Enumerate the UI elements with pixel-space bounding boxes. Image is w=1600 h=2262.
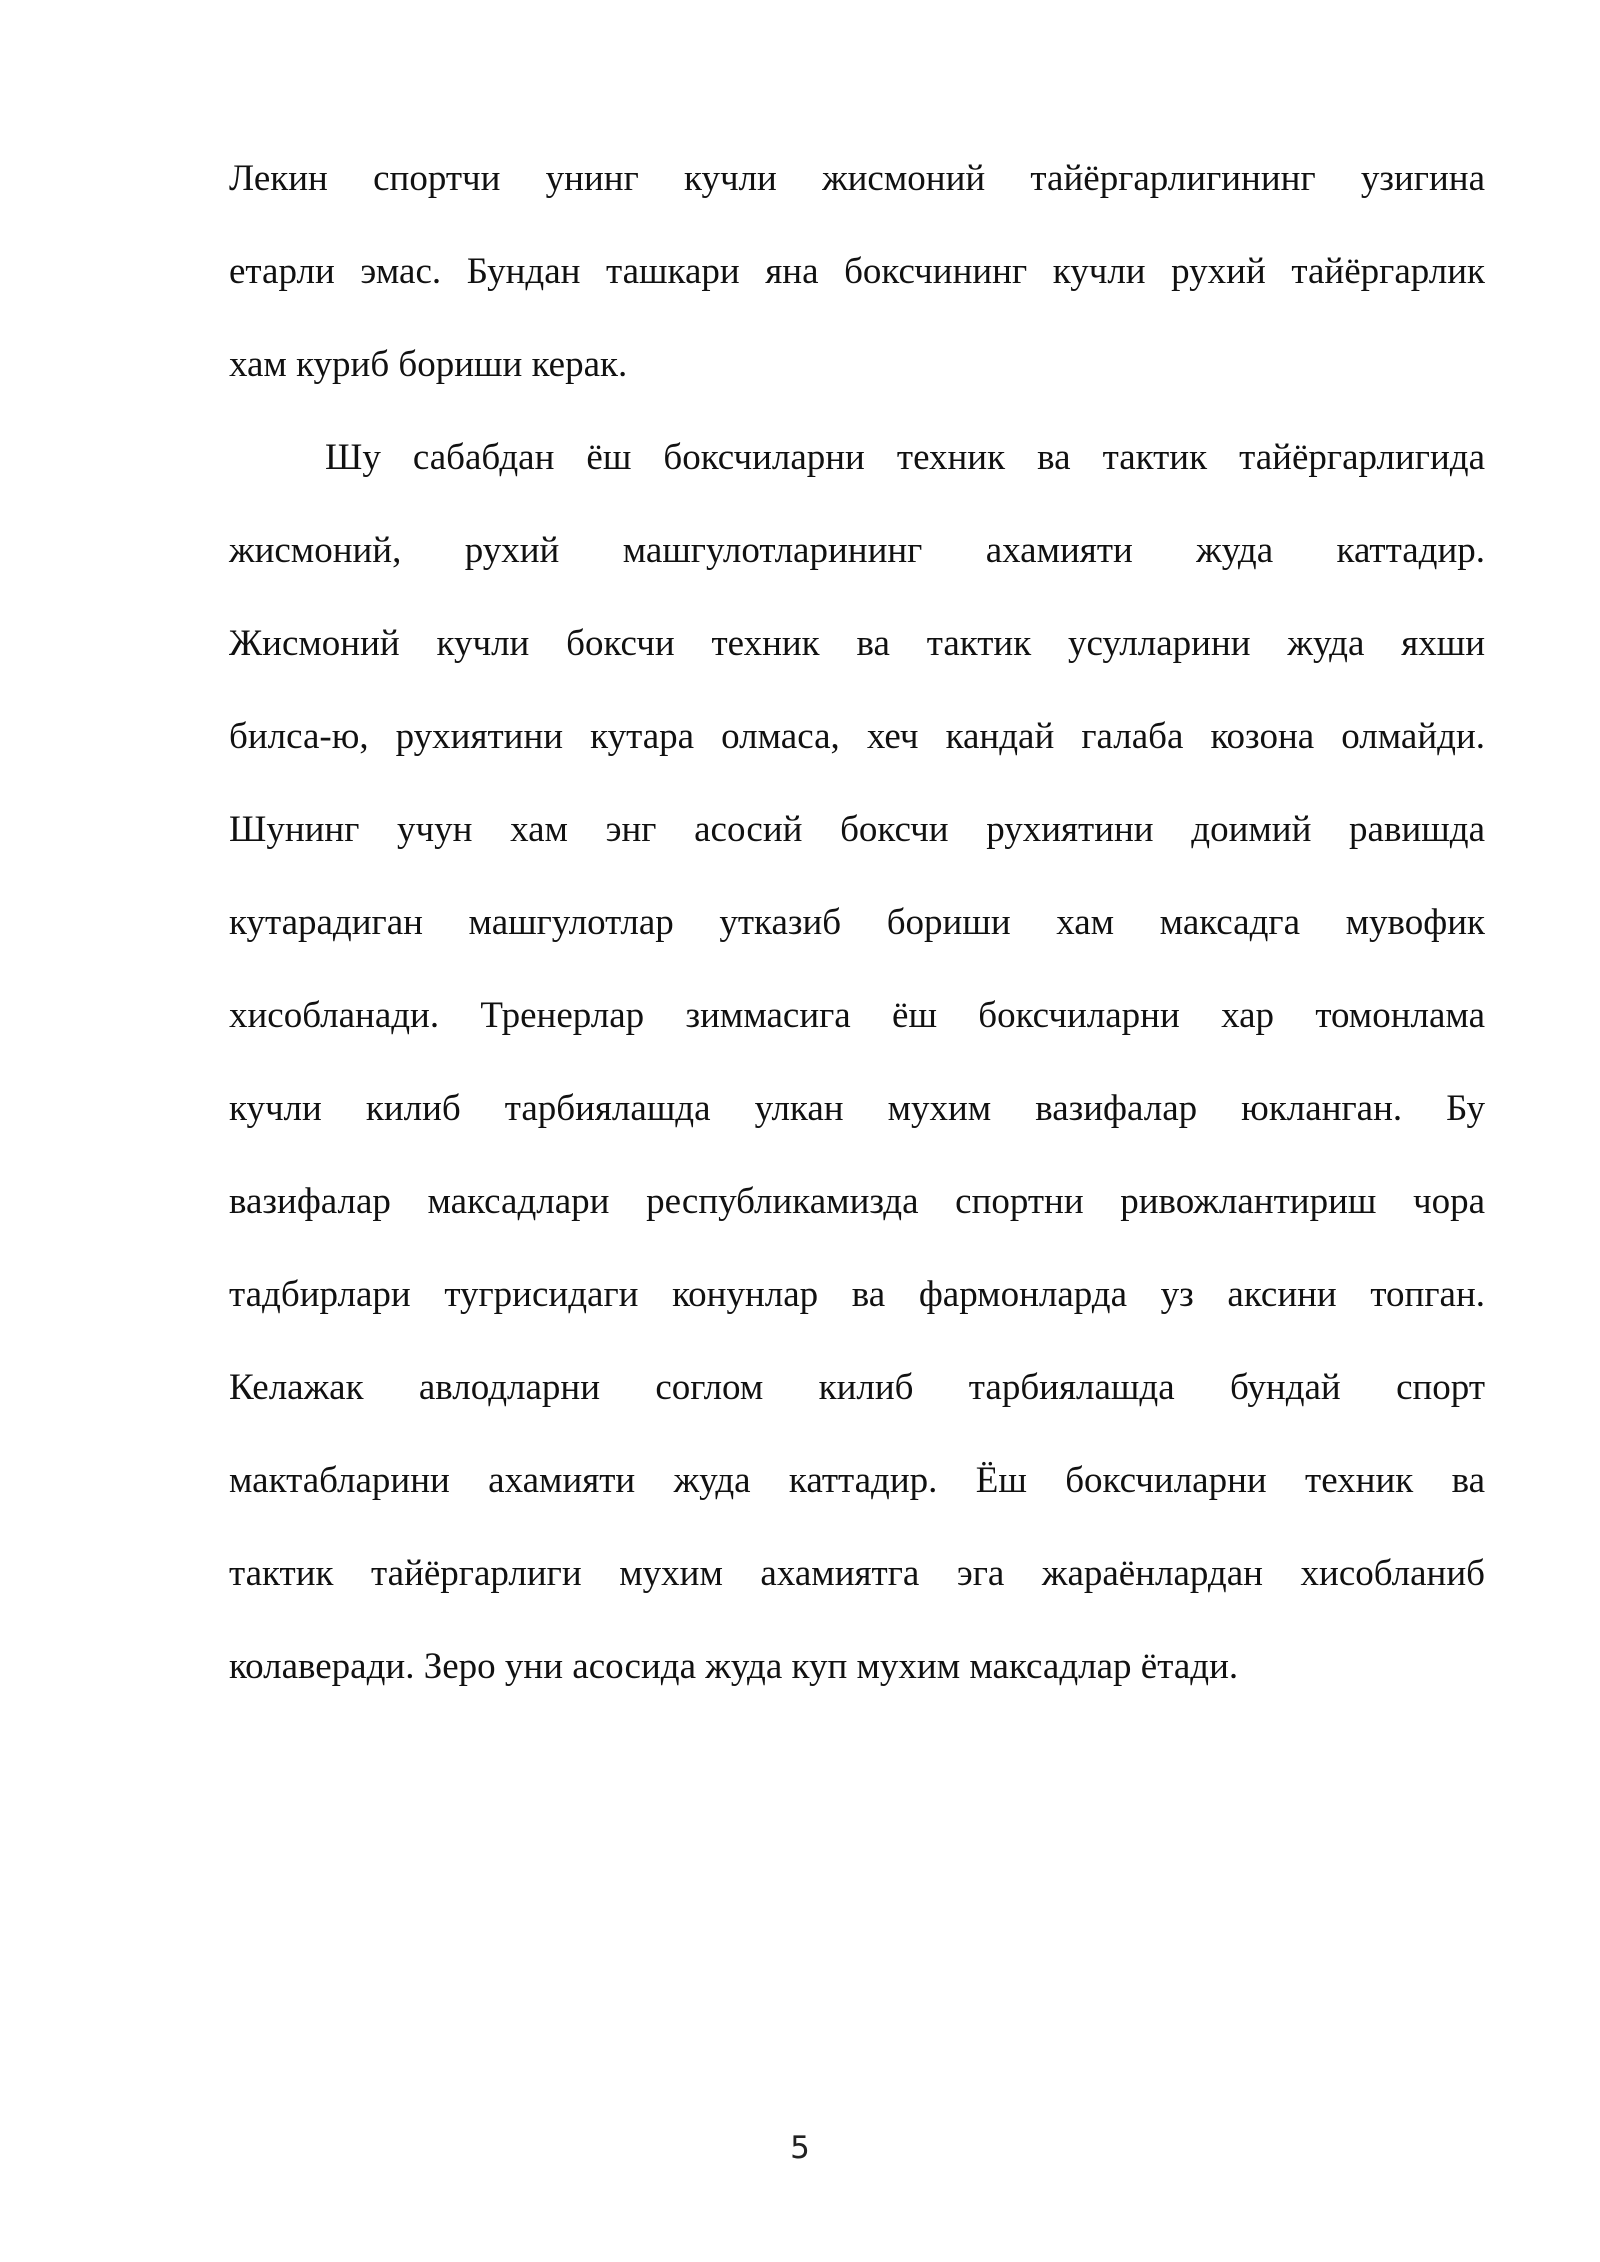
paragraph-1 (229, 132, 1485, 411)
text-line: хам куриб бориши керак. (229, 344, 628, 385)
text-line: хисобланади. Тренерлар зиммасига ёш боксчиларни хар томонлама (229, 995, 1485, 1036)
page-number: 5 (790, 2130, 810, 2166)
text-line: Шу сабабдан ёш боксчиларни техник ва тактик тайёргарлигида (325, 437, 1485, 478)
text-line: кутарадиган машгулотлар утказиб бориши хам максадга мувофик (229, 902, 1485, 943)
text-line: Жисмоний кучли боксчи техник ва тактик усулларини жуда яхши (229, 623, 1485, 664)
text-line: мактабларини ахамияти жуда каттадир. Ёш боксчиларни техник ва (229, 1460, 1485, 1501)
paragraph-2 (229, 411, 1485, 1713)
text-line: тактик тайёргарлиги мухим ахамиятга эга жараёнлардан хисобланиб (229, 1553, 1485, 1594)
body-text (229, 132, 1485, 1713)
text-line: етарли эмас. Бундан ташкари яна боксчининг кучли рухий тайёргарлик (229, 251, 1485, 292)
text-line: кучли килиб тарбиялашда улкан мухим вазифалар юкланган. Бу (229, 1088, 1485, 1129)
text-line: билса-ю, рухиятини кутара олмаса, хеч кандай галаба козона олмайди. (229, 716, 1485, 757)
text-line: вазифалар максадлари республикамизда спортни ривожлантириш чора (229, 1181, 1485, 1222)
text-line: Келажак авлодларни соглом килиб тарбиялашда бундай спорт (229, 1367, 1485, 1408)
text-line: колаверади. Зеро уни асосида жуда куп мухим максадлар ётади. (229, 1646, 1239, 1687)
text-line: Лекин спортчи унинг кучли жисмоний тайёргарлигининг узигина (229, 158, 1485, 199)
text-line: тадбирлари тугрисидаги конунлар ва фармонларда уз аксини топган. (229, 1274, 1485, 1315)
text-line: жисмоний, рухий машгулотларининг ахамияти жуда каттадир. (229, 530, 1485, 571)
text-line: Шунинг учун хам энг асосий боксчи рухиятини доимий равишда (229, 809, 1485, 850)
